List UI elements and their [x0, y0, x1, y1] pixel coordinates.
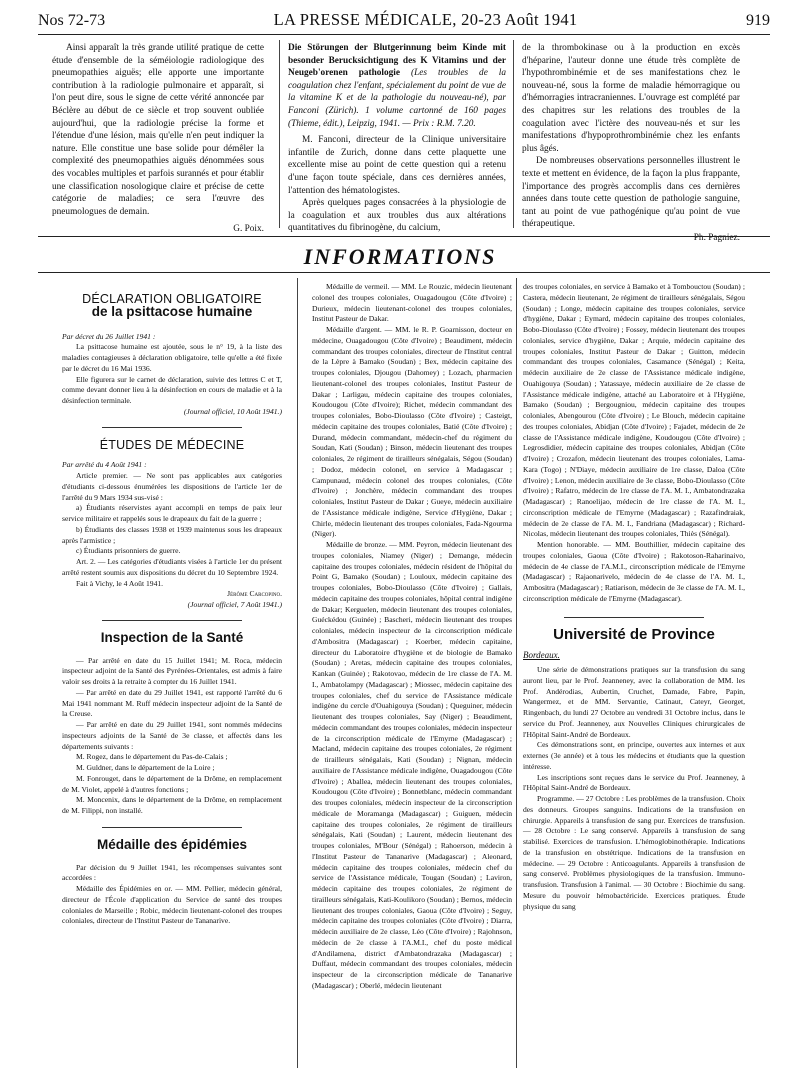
review-column-1: [52, 42, 264, 234]
informations-column-3: [523, 282, 745, 1074]
decree-lead: Par arrêté du 4 Août 1941 :: [62, 460, 147, 470]
news-item: Une série de démonstrations pratiques sur la transfusion du sang auront lieu, par le Prof. Jeanneney, avec la collaboration de MM. les Prof. Andérodias, Aubertin, Cruchet, Damade, Fabre, Papin, Wangermez, et de MM. Servantie, Catinaut, Cateyr, Georget, Ringenbach, du lundi 27 Octobre au vendredi 31 Octobre inclus, dans le service du Prof. Jeanneney, aux Nouvelles Cliniques chirurgicales de l'Hôpital Saint-André de Bordeaux.: [523, 665, 745, 739]
column-divider: [516, 278, 517, 1068]
award-list-bronze: Médaille de bronze. — MM. Peyron, médecin lieutenant des troupes coloniales, Niamey (Niger) ; Demange, médecin capitaine des troupes coloniales, médecin résident de l'hôpital du Point G, Bamako (Soudan) ; Louloux, médecin capitaine des troupes coloniales, Bobo-Dioulasso (Côte d'Ivoire) ; Gallais, médecin capitaine des troupes coloniales, hôpital central indigène de Dakar; Kerguelen, médecin lieutenant des troupes coloniales, Guéckédou (Guinée) ; Bascheri, médecin lieutenant des troupes coloniales, médecin inspecteur de la circonscription médicale d'Ambositra (Madagascar) ; Koerber, médecin capitaine, directeur du Laboratoire d'hygiène et de biologie de Bamako (Soudan) ; Aretas, médecin capitaine des troupes coloniales, Kankan (Guinée) ; Rakotovao, médecin de 1re classe de l'A. M. I., Ambatolampy (Madagascar) ; Miossec, médecin capitaine des troupes coloniales, chef du service de l'Assistance médicale indigène du cercle d'Ouahigouya (Soudan) ; Queguiner, médecin lieutenant des troupes coloniales, Say (Niger) ; Beaudiment, médecin commandant des troupes coloniales, médecin inspecteur de la circonscription médicale de l'Emyrne (Madagascar) ; Macland, médecin capitaine des troupes coloniales, 2e régiment de tirailleurs sénégalais, Kati (Soudan) ; Nignan, médecin auxiliaire de l'Assistance médicale indigène, Ouagadougou (Côte d'Ivoire) ; Aballea, médecin lieutenant des troupes coloniales, Koudougou (Côte d'Ivoire) ; Bonnetblanc, médecin commandant des troupes coloniales, médecin inspecteur de la circonscription médicale de Moramanga (Madagascar) ; Guiguen, médecin capitaine des troupes coloniales, 2e régiment de tirailleurs sénégalais, Kati (Soudan) ; Laurent, médecin lieutenant des troupes coloniales, M'Bour (Sénégal) ; Rahoerson, médecin à l'Institut Pasteur de Tananarive (Madagascar) ; Aleonard, médecin capitaine des troupes coloniales, médecin chef du service de l'Assistance médicale, Tougan (Soudan) ; Laviron, médecin capitaine des troupes coloniales, 2e régiment de tirailleurs sénégalais, Kati-Koulikoro (Soudan) ; Bernos, médecin lieutenant des troupes coloniales, Gaoua (Côte d'Ivoire) ; Seguy, médecin capitaine des troupes coloniales (Côte d'Ivoire) ; Diarra, médecin auxiliaire de 2e classe, Léo (Côte d'Ivoire) ; Rajohnson, médecin de 2e classe à l'A.M.I., chef du poste médical d'Andilamena, district d'Ambatondrazaka (Madagascar) ; Duffaut, médecin commandant des troupes coloniales, médecin inspecteur de la circonscription médicale de Tananarive (Madagascar) ; Oberlé, médecin lieutenant: [312, 540, 512, 990]
review-paragraph: de la thrombokinase ou à la production en excès d'héparine, l'auteur donne une étude très complète de l'hypothrombinémie et de ses manifestations chez le nouveau-né, sous la forme de maladie hémorragique ou d'hémorragies intracraniennes. L'ouvrage est complété par des chapitres sur les relations des troubles de la coagulation avec l'ictère des nouveau-nés et sur les manifestations d'hypoprothrombinémie chez les enfants plus âgés.: [522, 43, 740, 154]
award-list-vermeil: Médaille de vermeil. — MM. Le Rouzic, médecin lieutenant colonel des troupes coloniales, Ouagadougou (Côte d'Ivoire) ; Durieux, médecin lieutenant-colonel des troupes coloniales, Institut Pasteur de Dakar.: [312, 282, 512, 324]
news-item: Les inscriptions sont reçues dans le service du Prof. Jeanneney, à l'Hôpital Saint-André de Bordeaux.: [523, 772, 745, 793]
heading-universite: Université de Province: [553, 625, 715, 643]
running-header: [38, 10, 770, 32]
decree-text: Elle figurera sur le carnet de déclaration, suivie des lettres C et T, comme devant donner lieu à la désinfection en cours de maladie et à la désinfection terminale.: [62, 374, 282, 405]
news-item: — Par arrêté en date du 29 Juillet 1941, sont nommés médecins inspecteurs adjoints de la Santé de 3e classe, et affectés dans les départements suivants :: [62, 720, 282, 751]
separator: [102, 620, 242, 621]
decree-item: c) Étudiants prisonniers de guerre.: [76, 546, 181, 556]
informations-column-2: [312, 282, 512, 1074]
award-list-mention: Mention honorable. — MM. Bouthillier, médecin capitaine des troupes coloniales, Gaoua (Côte d'Ivoire) ; Rakotoson-Raharinaivo, médecin de 4e classe de l'A.M.I., circonscription médicale de l'Emyrne (Madagascar) ; Rajaonarivelo, médecin de 4e classe de l'A. M. I., Ambositra (Madagascar) ; Ratiarison, médecin de 3e classe de l'A. M. I., circonscription médicale de l'Emyrne (Madagascar).: [523, 540, 745, 603]
column-divider: [513, 40, 514, 228]
page-number: 919: [746, 12, 770, 29]
heading-inspection: Inspection de la Santé: [100, 629, 244, 645]
book-description: (Les troubles de la coagulation chez l'enfant, spécialement du point de vue de la vitamine K et de la pathologie du nouveau-né), par Fanconi (Zürich). 1 volume cartonné de 160 pages (Thieme, édit.), Leipzig, 1941. — Prix : R.M. 7.20.: [288, 68, 507, 129]
city-heading: Bordeaux.: [523, 650, 560, 661]
column-divider: [279, 40, 280, 228]
review-paragraph: Ainsi apparaît la très grande utilité pratique de cette étude d'ensemble de la séméiologie radiologique des pneumopathies aiguës; elle apporte une importante contribution à la radiologie pulmonaire et apparaît, si l'on peut dire, sous le signe de cette vérité annoncée par Béclère au début de ce siècle et trop souvent oubliée aujourd'hui, que la radiologie précise la forme et l'étendue d'une lésion, mais qu'elle n'en peut indiquer la nature. Elle constitue une base solide pour démêler la complexité des pneumopathies aiguës dénommées sous des vocables multiples et parfois surannés et pour établir une classification nosologique claire et précise de cette catégorie de maladies; ce sera l'œuvre des pneumologues de demain.: [52, 43, 264, 217]
news-item: Par décision du 9 Juillet 1941, les récompenses suivantes sont accordées :: [62, 862, 282, 883]
review-paragraph: Après quelques pages consacrées à la physiologie de la coagulation et aux troubles dus aux altérations quantitatives du fibrinogène, du calcium,: [288, 198, 506, 234]
header-rule: [38, 34, 770, 35]
decree-lead: Par décret du 26 Juillet 1941 :: [62, 331, 156, 341]
review-signature: Ph. Pagniez.: [693, 232, 740, 243]
book-title: Die Störungen der Blutgerinnung beim Kinde mit besonder Berucksichtigung des K Vitamins und der Neugeb'orenen pathologie: [288, 43, 506, 79]
review-column-3: [522, 42, 740, 243]
decree-source: (Journal officiel, 7 Août 1941.): [187, 600, 282, 609]
informations-column-1: [62, 284, 282, 1074]
separator: [102, 427, 242, 428]
award-list-continued: des troupes coloniales, en service à Bamako et à Tombouctou (Soudan) ; Castera, médecin lieutenant, 2e régiment de tirailleurs sénégalais, Ségou (Soudan) ; Longe, médecin capitaine des troupes coloniales, service d'hygiène, Dakar ; Eymard, médecin capitaine des troupes coloniales, Bobo-Dioulasso (Côte d'Ivoire) ; Fossey, médecin lieutenant des troupes coloniales, service d'hygiène, Dakar ; Arquie, médecin capitaine des troupes coloniales, Institut Pasteur de Dakar ; Guitton, médecin commandant des troupes coloniales, Casamance (Sénégal) ; Keita, médecin auxiliaire de 2e classe de l'Assistance médicale indigène, Ouahigouya (Soudan) ; Yatassaye, médecin auxiliaire de 2e classe de l'Assistance médicale indigène, attaché au Laboratoire et à l'Hygiène, Bamako (Soudan) ; Bergougniou, médecin capitaine des troupes coloniales, Abengourou (Côte d'Ivoire) ; Le Blouch, médecin capitaine des troupes coloniales, Abidjan (Côte d'Ivoire) ; Fajadet, médecin de 2e classe de l'Assistance médicale indigène, Koudougou (Côte d'Ivoire) ; Legrosdidier, médecin capitaine des troupes coloniales, Abidjan (Côte d'Ivoire) ; Crozafon, médecin lieutenant des troupes coloniales, Lama-Kara (Togo) ; N'Diaye, médecin auxiliaire de 1re classe, Daloa (Côte d'Ivoire) ; Lenon, médecin auxiliaire de 3e classe, Bobo-Dioulasso (Côte d'Ivoire) ; Rafatro, médecin de 1re classe de l'A. M. I., Ambatondrazaka (Madagascar) ; Ranoelijao, médecin de 1re classe de l'A. M. I., circonscription médicale de l'Emyrne (Madagascar) ; Razafindraiak, médecin de 2e classe de l'A. M. I., Fandriana (Madagascar) ; Richard-Nicolas, médecin lieutenant des troupes coloniales, Thiès (Sénégal).: [523, 282, 745, 539]
heading-etudes: ÉTUDES DE MÉDECINE: [99, 437, 245, 452]
decree-text: La psittacose humaine est ajoutée, sous le n° 19, à la liste des maladies contagieuses à déclaration obligatoire, telle qu'elle a été fixée par le décret du 16 Mai 1936.: [62, 342, 282, 373]
news-item: M. Fonrouget, dans le département de la Drôme, en remplacement de M. Violet, appelé à d'autres fonctions ;: [62, 773, 282, 794]
news-item: Ces démonstrations sont, en principe, ouvertes aux internes et aux externes (3e année) et à tous les médecins et étudiants que la question intéresse.: [523, 740, 745, 771]
news-item: M. Moncenix, dans le département de la Drôme, en remplacement de M. Filippi, non installé.: [62, 795, 282, 815]
award-list-argent: Médaille d'argent. — MM. le R. P. Goarnisson, docteur en médecine, Ouagadougou (Côte d'Ivoire) ; Beaudiment, médecin commandant des troupes coloniales, directeur de l'Institut central de la Lèpre à Bamako (Soudan) ; Bex, médecin capitaine des troupes coloniales, Djougou (Dahomey) ; Lozach, pharmacien lieutenant-colonel des troupes coloniales, Institut Pasteur de Dakar ; Larligau, médecin capitaine des troupes coloniales, Koudougou (Côte d'Ivoire); Richet, médecin commandant des troupes coloniales, Bobo-Dioulasso (Côte d'Ivoire) ; Casteigt, médecin capitaine des troupes coloniales, Batié (Côte d'Ivoire) ; Durand, médecin commandant, médecin-chef du régiment du Soudan, Kati (Soudan) ; Binson, médecin lieutenant des troupes coloniales, 2e régiment de tirailleurs sénégalais, Ségou (Soudan) ; Dodoz, médecin colonel, en service à Madagascar ; Campunaud, médecin colonel des troupes coloniales, (Côte d'Ivoire) ; Jonchère, médecin commandant des troupes coloniales, Institut Pasteur de Dakar ; Gueye, médecin auxiliaire de l'Assistance médicale indigène, Service d'Hygiène, Dakar ; Chirle, médecin lieutenant des troupes coloniales, Fada-Ngourma (Niger).: [312, 325, 512, 539]
news-item: M. Rogez, dans le département du Pas-de-Calais ;: [76, 752, 228, 762]
heading-medaille: Médaille des épidémies: [96, 836, 248, 852]
section-rule: [38, 236, 770, 237]
heading-declaration: DÉCLARATION OBLIGATOIRE: [82, 292, 262, 306]
news-item: Programme. — 27 Octobre : Les problèmes de la transfusion. Choix des donneurs. Groupes sanguins. Indications de la transfusion en chirurgie. Appareils à transfusion de sang pur. Exercices de transfusion. — 28 Octobre : Le sang conservé. Appareils à transfusion de sang stabilisé. Exercices de transfusion. L'hémoglobinothérapie. Indications de la transfusion en obstétrique. Indications de la transfusion en médecine. — 29 Octobre : Anticoagulants. Appareils à transfusion de sang conservé. Problèmes physiologiques de la transfusion. Immuno-transfusion. Transfusion à l'animal. — 30 Octobre : Biochimie du sang. Mesure du pouvoir hémobactéricide. Exercices pratiques. Étude physique du sang: [523, 794, 745, 911]
decree-item: a) Étudiants réservistes ayant accompli en temps de paix leur service militaire et rappelés sous le drapeaux du fait de la guerre ;: [62, 503, 282, 523]
issue-number: Nos 72-73: [38, 12, 106, 29]
decree-text: Fait à Vichy, le 4 Août 1941.: [76, 578, 164, 588]
review-column-2: [288, 42, 506, 234]
section-title-informations: INFORMATIONS: [303, 244, 497, 269]
review-signature: G. Poix.: [233, 224, 264, 235]
news-item: M. Guldner, dans le département de la Loire ;: [76, 763, 215, 772]
heading-psittacose: de la psittacose humaine: [91, 303, 253, 319]
separator: [102, 827, 242, 828]
section-rule: [38, 272, 770, 273]
decree-item: b) Étudiants des classes 1938 et 1939 maintenus sous les drapeaux après l'armistice ;: [62, 524, 282, 545]
separator: [564, 617, 704, 618]
news-item: — Par arrêté en date du 29 Juillet 1941, est rapporté l'arrêté du 6 Mai 1941 nommant M. Ruff médecin inspecteur adjoint de la Santé de la Creuse.: [62, 687, 282, 719]
decree-signature: Jérôme Carcopino.: [227, 589, 282, 599]
review-paragraph: De nombreuses observations personnelles illustrent le texte et mettent en évidence, de la façon la plus frappante, l'importance des progrès accomplis dans ces dernières années dans toute cette question de pathologie sanguine, tant au point de vue pathogénique qu'au point de vue thérapeutique.: [522, 156, 740, 230]
journal-title: LA PRESSE MÉDICALE, 20-23 Août 1941: [273, 10, 578, 29]
news-item: — Par arrêté en date du 15 Juillet 1941; M. Roca, médecin inspecteur adjoint de la Santé des Pyrénées-Orientales, est admis à faire valoir ses droits à la retraite à compter du 16 Juillet 1941.: [62, 655, 282, 686]
decree-text: Article premier. — Ne sont pas applicables aux catégories d'étudiants ci-dessous énumérées les dispositions de l'article 1er de l'arrêté du 9 Mars 1934 sus-visé :: [62, 471, 282, 502]
decree-source: (Journal officiel, 10 Août 1941.): [183, 406, 282, 416]
column-divider: [297, 278, 298, 1068]
review-paragraph: M. Fanconi, directeur de la Clinique universitaire infantile de Zurich, donne dans cette plaquette une excellente mise au point de cette question qui a retenu d'une façon toute spéciale, dans ces dernières années, l'attention des hématologistes.: [288, 135, 506, 196]
news-item: Médaille des Épidémies en or. — MM. Pellier, médecin général, directeur de l'École d'application du Service de santé des troupes coloniales de Marseille ; Robic, médecin lieutenant-colonel des troupes coloniales, directeur de l'Institut Pasteur de Tananarive.: [62, 884, 282, 926]
decree-text: Art. 2. — Les catégories d'étudiants visées à l'article 1er du présent arrêté restent soumis aux dispositions du décret du 10 Septembre 1924.: [62, 557, 282, 577]
